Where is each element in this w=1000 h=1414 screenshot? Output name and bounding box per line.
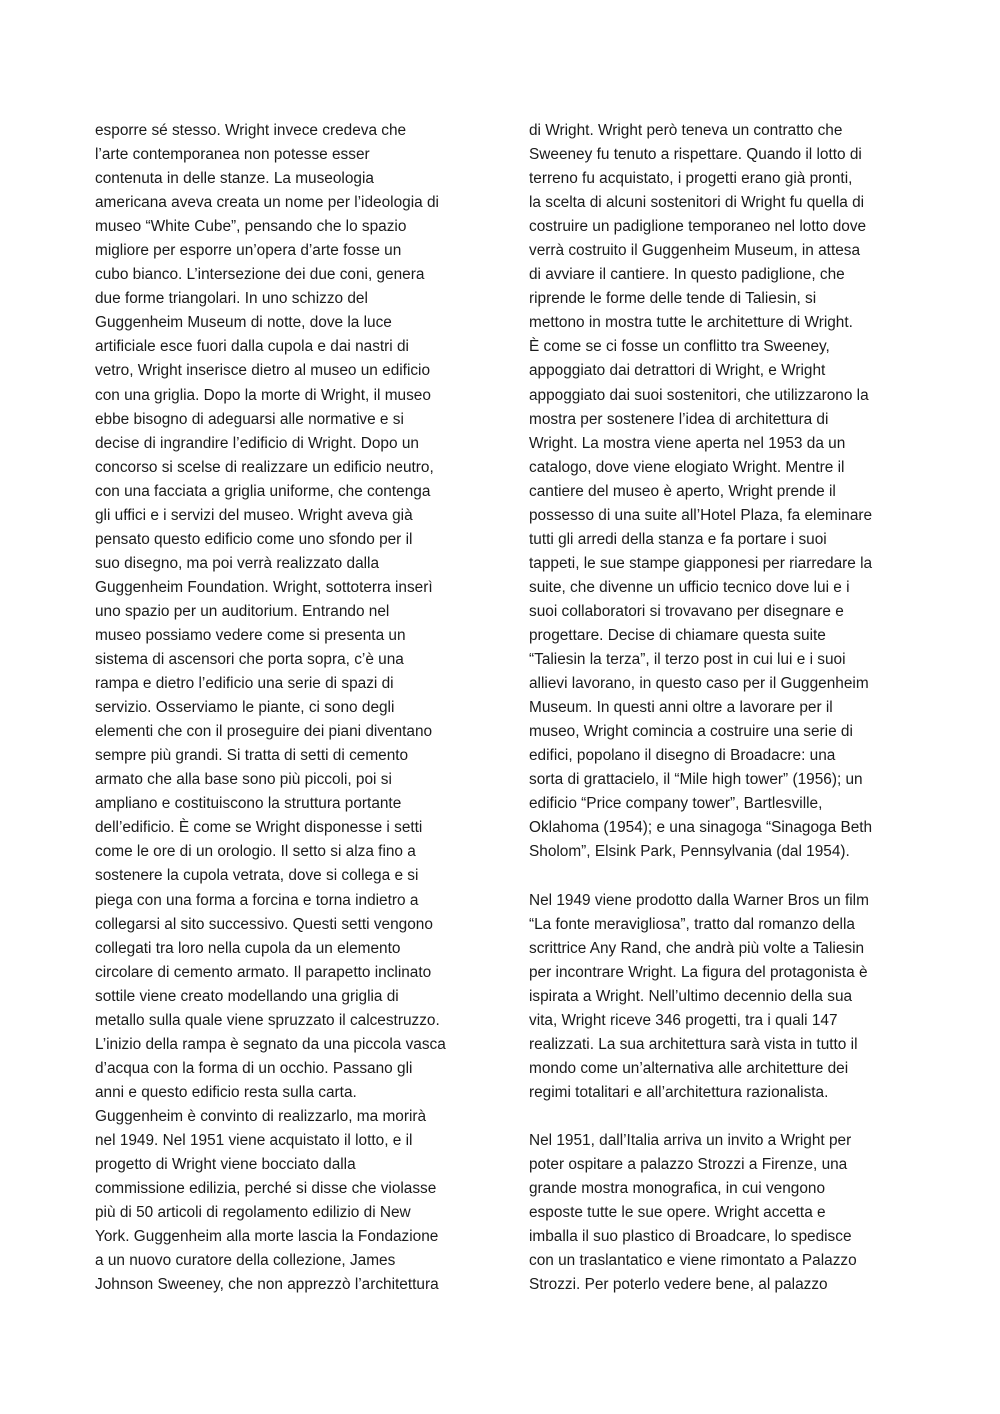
paragraph-gap xyxy=(529,864,909,888)
text-line: grande mostra monografica, in cui vengono xyxy=(529,1180,826,1198)
text-line: l’arte contemporanea non potesse esser xyxy=(95,146,370,164)
text-line: suo disegno, ma poi verrà realizzato dalla xyxy=(95,554,380,572)
text-line: la scelta di alcuni sostenitori di Wright fu quella di xyxy=(529,194,865,212)
text-line: “La fonte meravigliosa”, tratto dal romanzo della xyxy=(529,915,855,933)
text-line: costruire un padiglione temporaneo nel lotto dove xyxy=(529,218,867,236)
text-line: Johnson Sweeney, che non apprezzò l’architettura xyxy=(95,1276,439,1294)
text-line: mostra per sostenere l’idea di architettura di xyxy=(529,410,829,428)
text-line: poter ospitare a palazzo Strozzi a Firenze, una xyxy=(529,1156,848,1174)
text-line: d’acqua con la forma di un occhio. Passano gli xyxy=(95,1059,413,1077)
text-line: collegarsi al sito successivo. Questi setti vengono xyxy=(95,915,433,933)
text-line: York. Guggenheim alla morte lascia la Fondazione xyxy=(95,1228,439,1246)
text-line: ampliano e costituiscono la struttura portante xyxy=(95,795,402,813)
text-line: sostenere la cupola vetrata, dove si collega e si xyxy=(95,867,419,885)
text-line: americana aveva creata un nome per l’ideologia di xyxy=(95,194,439,212)
text-line: Guggenheim è convinto di realizzarlo, ma morirà xyxy=(95,1107,427,1125)
text-line: possesso di una suite all’Hotel Plaza, fa eleminare xyxy=(529,506,873,524)
text-line: ispirata a Wright. Nell’ultimo decennio della sua xyxy=(529,987,853,1005)
left-text-column xyxy=(95,119,475,1297)
text-line: commissione edilizia, perché si disse che violasse xyxy=(95,1180,437,1198)
text-line: appoggiato dai suoi sostenitori, che utilizzarono la xyxy=(529,386,869,404)
text-line: di avviare il cantiere. In questo padiglione, che xyxy=(529,266,845,284)
text-line: uno spazio per un auditorium. Entrando nel xyxy=(95,602,390,620)
text-line: con una griglia. Dopo la morte di Wright, il museo xyxy=(95,386,431,404)
text-line: concorso si scelse di realizzare un edificio neutro, xyxy=(95,458,434,476)
text-line: suoi collaboratori si trovavano per disegnare e xyxy=(529,602,844,620)
text-line: sistema di ascensori che porta sopra, c’è una xyxy=(95,651,404,669)
text-line: progettare. Decise di chiamare questa suite xyxy=(529,626,826,644)
text-line: dell’edificio. È come se Wright disponesse i setti xyxy=(95,819,423,837)
paragraph-wright-guggenheim-pavilion xyxy=(529,119,909,864)
text-line: anni e questo edificio resta sulla carta. xyxy=(95,1083,357,1101)
text-line: tutti gli arredi della stanza e fa portare i suoi xyxy=(529,530,827,548)
text-line: Guggenheim Museum di notte, dove la luce xyxy=(95,314,392,332)
text-line: progetto di Wright viene bocciato dalla xyxy=(95,1156,356,1174)
text-line: esposte tutte le sue opere. Wright accetta e xyxy=(529,1204,826,1222)
text-line: artificiale esce fuori dalla cupola e dai nastri di xyxy=(95,338,409,356)
text-line: metallo sulla quale viene spruzzato il calcestruzzo. xyxy=(95,1011,440,1029)
text-line: rampa e dietro l’edificio una serie di spazi di xyxy=(95,675,394,693)
text-line: tappeti, le sue stampe giapponesi per riarredare la xyxy=(529,554,873,572)
text-line: nel 1949. Nel 1951 viene acquistato il lotto, e il xyxy=(95,1131,413,1149)
text-line: vetro, Wright inserisce dietro al museo un edificio xyxy=(95,362,431,380)
text-line: armato che alla base sono più piccoli, poi si xyxy=(95,771,392,789)
text-line: decise di ingrandire l’edificio di Wright. Dopo un xyxy=(95,434,419,452)
text-line: Nel 1951, dall’Italia arriva un invito a Wright per xyxy=(529,1131,852,1149)
text-line: appoggiato dai detrattori di Wright, e Wright xyxy=(529,362,826,380)
text-line: catalogo, dove viene elogiato Wright. Mentre il xyxy=(529,458,845,476)
text-line: museo “White Cube”, pensando che lo spazio xyxy=(95,218,407,236)
text-line: imballa il suo plastico di Broadcare, lo spedisce xyxy=(529,1228,852,1246)
text-line: È come se ci fosse un conflitto tra Sweeney, xyxy=(529,338,830,356)
text-line: “Taliesin la terza”, il terzo post in cui lui e i suoi xyxy=(529,651,846,669)
text-line: a un nuovo curatore della collezione, James xyxy=(95,1252,396,1270)
text-line: sorta di grattacielo, il “Mile high tower” (1956); un xyxy=(529,771,863,789)
text-line: mondo come un’alternativa alle architetture dei xyxy=(529,1059,849,1077)
text-line: come le ore di un orologio. Il setto si alza fino a xyxy=(95,843,416,861)
text-line: circolare di cemento armato. Il parapetto inclinato xyxy=(95,963,432,981)
paragraph-gap xyxy=(529,1105,909,1129)
text-line: migliore per esporre un’opera d’arte fosse un xyxy=(95,242,402,260)
text-line: L’inizio della rampa è segnato da una piccola vasca xyxy=(95,1035,446,1053)
text-line: esporre sé stesso. Wright invece credeva che xyxy=(95,122,407,139)
text-line: collegati tra loro nella cupola da un elemento xyxy=(95,939,401,957)
text-line: di Wright. Wright però teneva un contratto che xyxy=(529,122,843,139)
text-line: Wright. La mostra viene aperta nel 1953 da un xyxy=(529,434,846,452)
text-line: ebbe bisogno di adeguarsi alle normative e si xyxy=(95,410,404,428)
text-line: museo, Wright comincia a costruire una serie di xyxy=(529,723,853,741)
text-line: più di 50 articoli di regolamento edilizio di New xyxy=(95,1204,411,1222)
text-line: Sweeney fu tenuto a rispettare. Quando il lotto di xyxy=(529,146,862,164)
text-line: suite, che divenne un ufficio tecnico dove lui e i xyxy=(529,578,850,596)
text-line: pensato questo edificio come uno sfondo per il xyxy=(95,530,413,548)
text-line: sempre più grandi. Si tratta di setti di cemento xyxy=(95,747,409,765)
text-line: servizio. Osserviamo le piante, ci sono degli xyxy=(95,699,395,717)
text-line: Strozzi. Per poterlo vedere bene, al palazzo xyxy=(529,1276,828,1294)
paragraph-warner-bros-film xyxy=(529,889,909,1105)
text-line: con una facciata a griglia uniforme, che contenga xyxy=(95,482,431,500)
text-line: Nel 1949 viene prodotto dalla Warner Bros un film xyxy=(529,891,869,909)
text-line: mettono in mostra tutte le architetture di Wright. xyxy=(529,314,853,332)
text-line: due forme triangolari. In uno schizzo del xyxy=(95,290,368,308)
text-line: regimi totalitari e all’architettura razionalista. xyxy=(529,1083,829,1101)
text-line: sottile viene creato modellando una griglia di xyxy=(95,987,399,1005)
text-line: piega con una forma a forcina e torna indietro a xyxy=(95,891,419,909)
text-line: elementi che con il proseguire dei piani diventano xyxy=(95,723,433,741)
text-line: riprende le forme delle tende di Taliesin, si xyxy=(529,290,817,308)
text-line: edifici, popolano il disegno di Broadacre: una xyxy=(529,747,836,765)
text-line: verrà costruito il Guggenheim Museum, in attesa xyxy=(529,242,861,260)
text-line: terreno fu acquistato, i progetti erano già pronti, xyxy=(529,170,853,188)
text-line: edificio “Price company tower”, Bartlesville, xyxy=(529,795,823,813)
right-text-column xyxy=(529,119,909,1297)
text-line: gli uffici e i servizi del museo. Wright aveva già xyxy=(95,506,413,524)
text-line: realizzati. La sua architettura sarà vista in tutto il xyxy=(529,1035,858,1053)
text-line: vita, Wright riceve 346 progetti, tra i quali 147 xyxy=(529,1011,838,1029)
text-line: Oklahoma (1954); e una sinagoga “Sinagoga Beth xyxy=(529,819,873,837)
text-line: cantiere del museo è aperto, Wright prende il xyxy=(529,482,836,500)
text-line: scrittrice Any Rand, che andrà più volte a Taliesin xyxy=(529,939,865,957)
text-line: museo possiamo vedere come si presenta un xyxy=(95,626,406,644)
text-line: cubo bianco. L’intersezione dei due coni, genera xyxy=(95,266,425,284)
text-line: contenuta in delle stanze. La museologia xyxy=(95,170,374,188)
paragraph-palazzo-strozzi xyxy=(529,1129,909,1297)
text-line: allievi lavorano, in questo caso per il Guggenheim xyxy=(529,675,869,693)
text-line: con un traslantatico e viene rimontato a Palazzo xyxy=(529,1252,857,1270)
text-line: per incontrare Wright. La figura del protagonista è xyxy=(529,963,868,981)
text-line: Sholom”, Elsink Park, Pennsylvania (dal 1954). xyxy=(529,843,850,861)
text-line: Museum. In questi anni oltre a lavorare per il xyxy=(529,699,833,717)
text-line: Guggenheim Foundation. Wright, sottoterra inserì xyxy=(95,578,433,596)
